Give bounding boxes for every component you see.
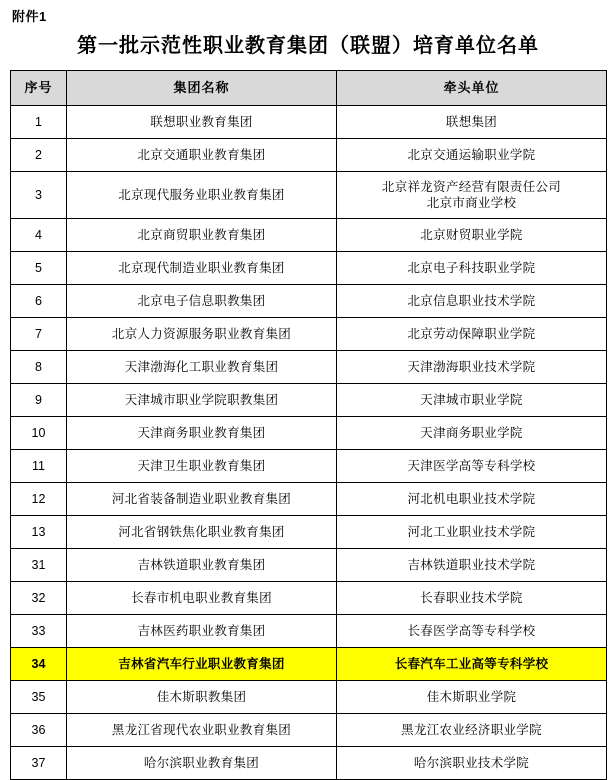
attachment-label: 附件1 — [12, 9, 47, 24]
column-header-index: 序号 — [11, 71, 67, 106]
cell-lead-unit: 北京财贸职业学院 — [337, 219, 607, 252]
cell-lead-unit-line2: 北京市商业学校 — [426, 196, 517, 210]
cell-index: 35 — [11, 681, 67, 714]
table-row — [11, 351, 607, 384]
cell-index: 12 — [11, 483, 67, 516]
cell-group-name: 吉林医药职业教育集团 — [67, 615, 337, 648]
cell-index: 5 — [11, 252, 67, 285]
cell-lead-unit: 河北工业职业技术学院 — [337, 516, 607, 549]
cell-index: 4 — [11, 219, 67, 252]
table-row — [11, 582, 607, 615]
cell-lead-unit: 北京交通运输职业学院 — [337, 139, 607, 172]
cell-group-name: 长春市机电职业教育集团 — [67, 582, 337, 615]
cell-index: 34 — [11, 648, 67, 681]
table-row — [11, 252, 607, 285]
cell-group-name: 北京现代制造业职业教育集团 — [67, 252, 337, 285]
column-header-group-name: 集团名称 — [67, 71, 337, 106]
cell-group-name: 北京电子信息职教集团 — [67, 285, 337, 318]
cell-group-name: 佳木斯职教集团 — [67, 681, 337, 714]
cell-lead-unit: 北京劳动保障职业学院 — [337, 318, 607, 351]
cell-index: 8 — [11, 351, 67, 384]
table-row — [11, 714, 607, 747]
cell-lead-unit: 长春汽车工业高等专科学校 — [337, 648, 607, 681]
table-row — [11, 483, 607, 516]
table-row — [11, 285, 607, 318]
cell-lead-unit: 联想集团 — [337, 106, 607, 139]
cell-index: 9 — [11, 384, 67, 417]
cell-index: 31 — [11, 549, 67, 582]
cell-group-name: 河北省钢铁焦化职业教育集团 — [67, 516, 337, 549]
cell-group-name: 北京人力资源服务职业教育集团 — [67, 318, 337, 351]
table-row — [11, 384, 607, 417]
cell-group-name: 天津商务职业教育集团 — [67, 417, 337, 450]
table-row — [11, 615, 607, 648]
cell-group-name: 北京交通职业教育集团 — [67, 139, 337, 172]
cell-lead-unit: 长春职业技术学院 — [337, 582, 607, 615]
cell-lead-unit: 天津城市职业学院 — [337, 384, 607, 417]
table-row — [11, 681, 607, 714]
cell-group-name: 哈尔滨职业教育集团 — [67, 747, 337, 780]
table-row — [11, 219, 607, 252]
table-row — [11, 516, 607, 549]
table-row — [11, 139, 607, 172]
cell-group-name: 吉林铁道职业教育集团 — [67, 549, 337, 582]
table-row — [11, 318, 607, 351]
cell-group-name: 河北省装备制造业职业教育集团 — [67, 483, 337, 516]
cell-lead-unit: 哈尔滨职业技术学院 — [337, 747, 607, 780]
cell-group-name: 北京商贸职业教育集团 — [67, 219, 337, 252]
cell-lead-unit: 吉林铁道职业技术学院 — [337, 549, 607, 582]
cell-index: 6 — [11, 285, 67, 318]
cell-index: 13 — [11, 516, 67, 549]
cell-group-name: 北京现代服务业职业教育集团 — [67, 172, 337, 219]
table-header — [11, 71, 607, 106]
cell-index: 37 — [11, 747, 67, 780]
table-row — [11, 747, 607, 780]
cell-lead-unit: 河北机电职业技术学院 — [337, 483, 607, 516]
cell-index: 7 — [11, 318, 67, 351]
cell-group-name: 天津卫生职业教育集团 — [67, 450, 337, 483]
cell-lead-unit: 佳木斯职业学院 — [337, 681, 607, 714]
table-row — [11, 648, 607, 681]
column-header-lead-unit: 牵头单位 — [337, 71, 607, 106]
cell-group-name: 黑龙江省现代农业职业教育集团 — [67, 714, 337, 747]
cell-index: 1 — [11, 106, 67, 139]
cell-lead-unit: 北京电子科技职业学院 — [337, 252, 607, 285]
cell-group-name: 天津渤海化工职业教育集团 — [67, 351, 337, 384]
cell-lead-unit: 天津医学高等专科学校 — [337, 450, 607, 483]
cell-lead-unit: 长春医学高等专科学校 — [337, 615, 607, 648]
cell-lead-unit: 北京信息职业技术学院 — [337, 285, 607, 318]
group-list-table — [10, 70, 607, 780]
cell-lead-unit: 黑龙江农业经济职业学院 — [337, 714, 607, 747]
cell-index: 3 — [11, 172, 67, 219]
page-title: 第一批示范性职业教育集团（联盟）培育单位名单 — [77, 35, 539, 57]
table-row — [11, 172, 607, 219]
cell-lead-unit: 天津渤海职业技术学院 — [337, 351, 607, 384]
table-row — [11, 417, 607, 450]
cell-index: 32 — [11, 582, 67, 615]
cell-index: 33 — [11, 615, 67, 648]
table-row — [11, 450, 607, 483]
cell-lead-unit-line1: 北京祥龙资产经营有限责任公司 — [381, 180, 562, 194]
cell-group-name: 吉林省汽车行业职业教育集团 — [67, 648, 337, 681]
cell-index: 10 — [11, 417, 67, 450]
table-row — [11, 549, 607, 582]
cell-lead-unit — [337, 172, 607, 219]
cell-lead-unit: 天津商务职业学院 — [337, 417, 607, 450]
table-body — [11, 106, 607, 780]
cell-group-name: 联想职业教育集团 — [67, 106, 337, 139]
cell-index: 11 — [11, 450, 67, 483]
cell-index: 36 — [11, 714, 67, 747]
cell-group-name: 天津城市职业学院职教集团 — [67, 384, 337, 417]
table-header-row — [11, 71, 607, 106]
cell-index: 2 — [11, 139, 67, 172]
table-row — [11, 106, 607, 139]
